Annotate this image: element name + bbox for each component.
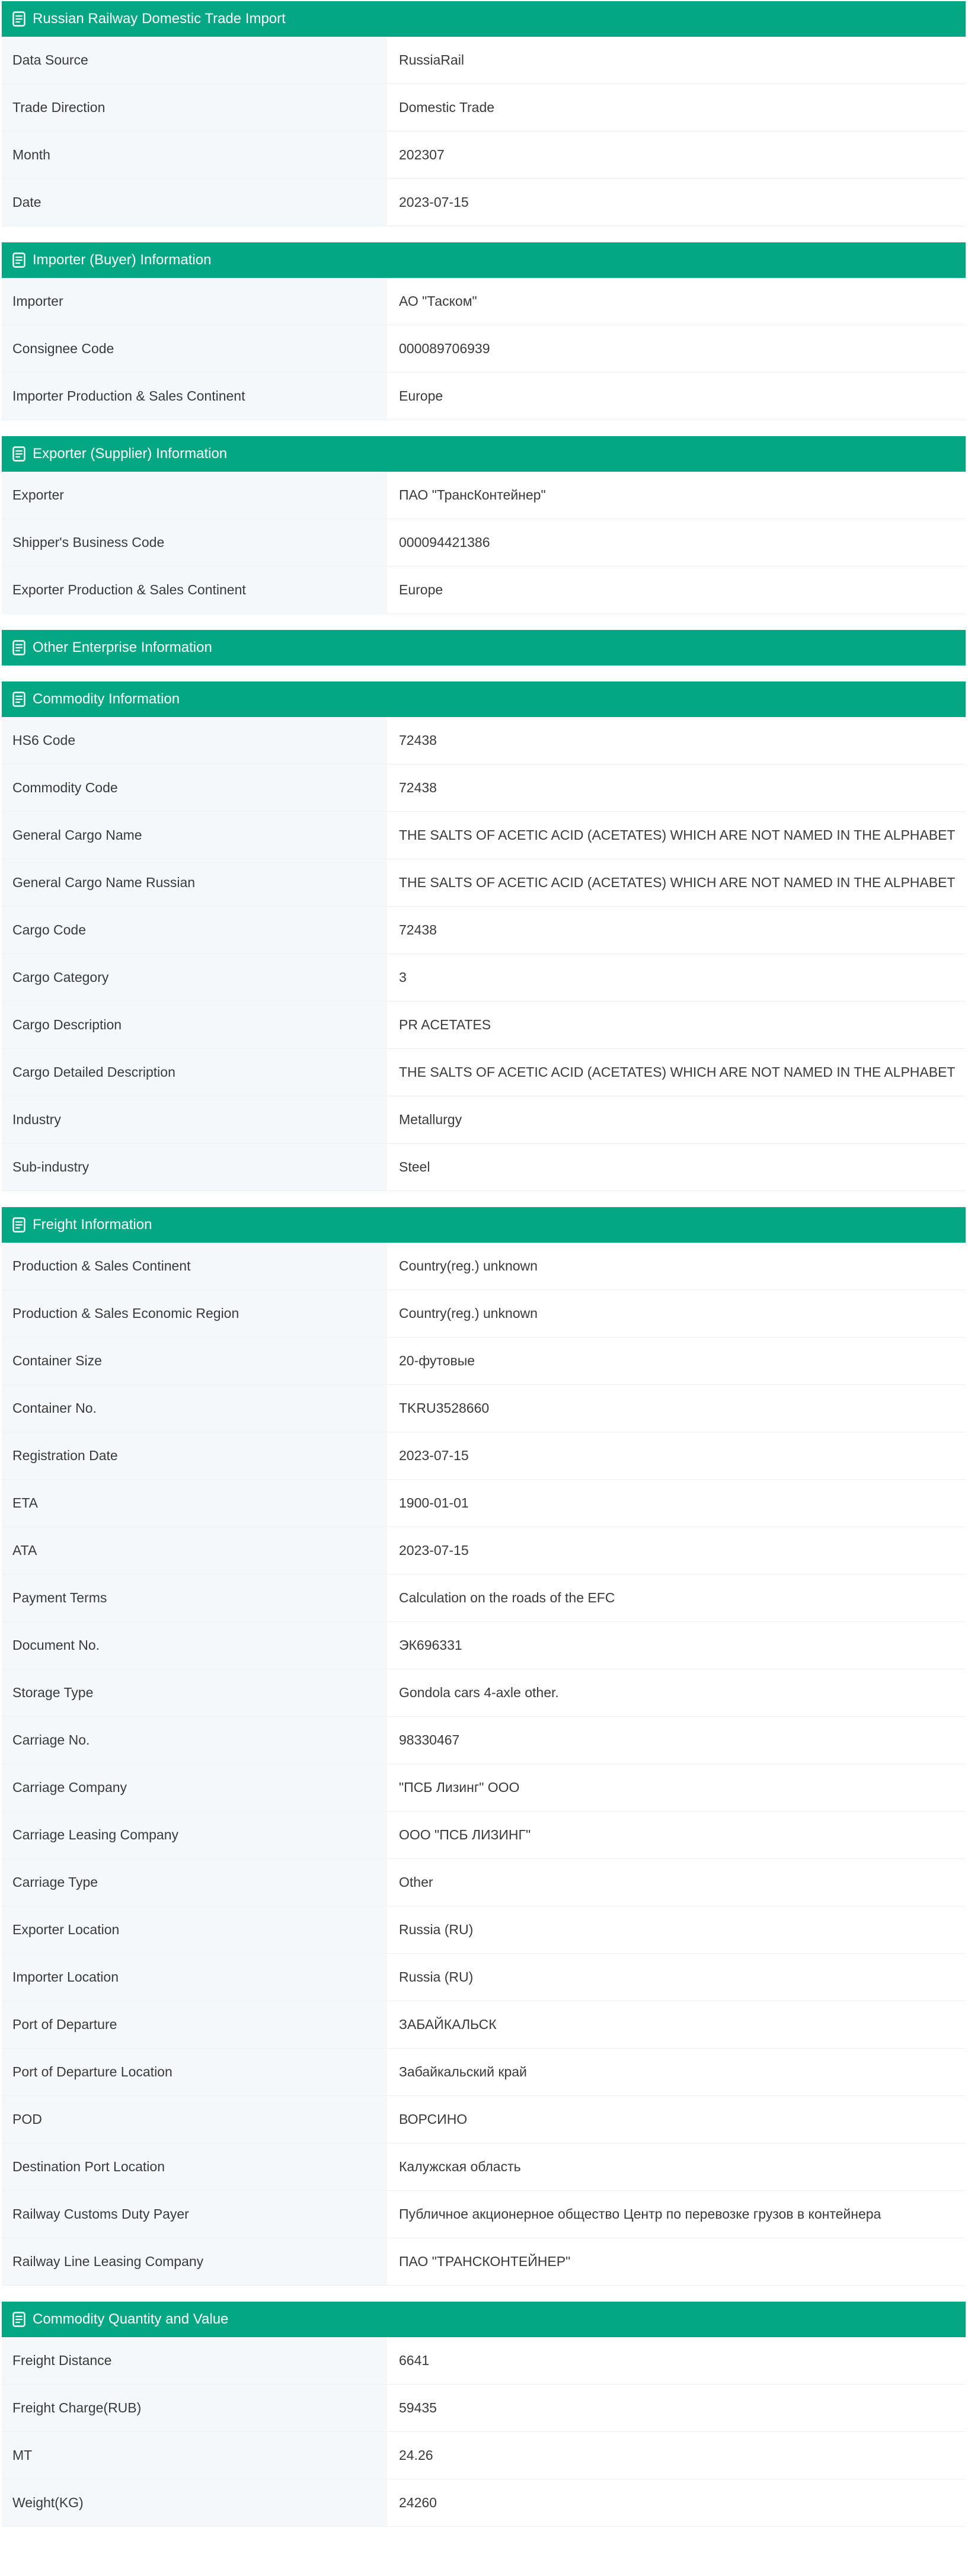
field-value: ВОРСИНО bbox=[387, 2096, 966, 2143]
field-value: Other bbox=[387, 1859, 966, 1906]
field-label: Weight(KG) bbox=[2, 2479, 387, 2526]
table-row bbox=[2, 1669, 966, 1717]
field-label: Cargo Detailed Description bbox=[2, 1049, 387, 1096]
table-row bbox=[2, 1812, 966, 1859]
section-6 bbox=[2, 2302, 966, 2527]
field-value: RussiaRail bbox=[387, 37, 966, 84]
section-header bbox=[2, 681, 966, 717]
document-icon bbox=[12, 692, 25, 707]
field-label: Exporter Location bbox=[2, 1906, 387, 1953]
table-row bbox=[2, 1096, 966, 1144]
table-row bbox=[2, 1144, 966, 1191]
table-row bbox=[2, 278, 966, 325]
field-value: Steel bbox=[387, 1144, 966, 1191]
field-label: Month bbox=[2, 132, 387, 178]
field-value: Domestic Trade bbox=[387, 84, 966, 131]
section-header bbox=[2, 436, 966, 472]
field-label: MT bbox=[2, 2432, 387, 2479]
field-value: 000094421386 bbox=[387, 519, 966, 566]
field-label: Storage Type bbox=[2, 1669, 387, 1716]
field-label: Importer Production & Sales Continent bbox=[2, 373, 387, 420]
document-icon bbox=[12, 446, 25, 462]
field-label: Freight Distance bbox=[2, 2337, 387, 2384]
field-value: Калужская область bbox=[387, 2143, 966, 2190]
table-row bbox=[2, 1243, 966, 1290]
section-header bbox=[2, 1, 966, 37]
field-label: Production & Sales Continent bbox=[2, 1243, 387, 1289]
field-label: Cargo Description bbox=[2, 1001, 387, 1048]
section-header bbox=[2, 1207, 966, 1243]
field-value: ПАО "ТрансКонтейнер" bbox=[387, 472, 966, 519]
table-row bbox=[2, 1049, 966, 1096]
field-value: THE SALTS OF ACETIC ACID (ACETATES) WHICH ARE NOT NAMED IN THE ALPHABET bbox=[387, 1049, 966, 1096]
field-value: Europe bbox=[387, 373, 966, 420]
field-value: 24260 bbox=[387, 2479, 966, 2526]
table-row bbox=[2, 1764, 966, 1812]
field-label: Destination Port Location bbox=[2, 2143, 387, 2190]
field-label: Carriage Leasing Company bbox=[2, 1812, 387, 1858]
field-label: Container No. bbox=[2, 1385, 387, 1432]
table-row bbox=[2, 2191, 966, 2238]
field-label: Exporter bbox=[2, 472, 387, 519]
field-value: PR ACETATES bbox=[387, 1001, 966, 1048]
table-row bbox=[2, 2238, 966, 2286]
field-value: 2023-07-15 bbox=[387, 179, 966, 226]
field-label: Industry bbox=[2, 1096, 387, 1143]
field-label: ETA bbox=[2, 1480, 387, 1527]
field-value: 3 bbox=[387, 954, 966, 1001]
field-label: Importer Location bbox=[2, 1954, 387, 2001]
table-row bbox=[2, 2479, 966, 2527]
section-0 bbox=[2, 1, 966, 226]
field-value: Russia (RU) bbox=[387, 1954, 966, 2001]
field-label: Shipper's Business Code bbox=[2, 519, 387, 566]
field-value: Gondola cars 4-axle other. bbox=[387, 1669, 966, 1716]
section-title: Commodity Information bbox=[33, 691, 180, 707]
field-label: ATA bbox=[2, 1527, 387, 1574]
table-row bbox=[2, 1717, 966, 1764]
field-label: Consignee Code bbox=[2, 325, 387, 372]
field-label: Railway Customs Duty Payer bbox=[2, 2191, 387, 2238]
field-value: 98330467 bbox=[387, 1717, 966, 1764]
section-3 bbox=[2, 630, 966, 665]
table-row bbox=[2, 907, 966, 954]
field-value: 6641 bbox=[387, 2337, 966, 2384]
field-label: Container Size bbox=[2, 1337, 387, 1384]
table-row bbox=[2, 1337, 966, 1385]
document-icon bbox=[12, 2312, 25, 2327]
table-row bbox=[2, 764, 966, 812]
section-1 bbox=[2, 242, 966, 420]
field-label: Importer bbox=[2, 278, 387, 325]
section-title: Freight Information bbox=[33, 1217, 152, 1233]
field-value: "ПСБ Лизинг" ООО bbox=[387, 1764, 966, 1811]
table-row bbox=[2, 2385, 966, 2432]
field-value: 72438 bbox=[387, 764, 966, 811]
field-value: Calculation on the roads of the EFC bbox=[387, 1575, 966, 1621]
table-row bbox=[2, 179, 966, 226]
document-icon bbox=[12, 11, 25, 27]
table-row bbox=[2, 1859, 966, 1906]
field-value: 72438 bbox=[387, 717, 966, 764]
table-row bbox=[2, 1385, 966, 1432]
table-row bbox=[2, 472, 966, 519]
table-row bbox=[2, 1290, 966, 1337]
field-value: Europe bbox=[387, 567, 966, 613]
field-label: General Cargo Name bbox=[2, 812, 387, 859]
field-value: ООО "ПСБ ЛИЗИНГ" bbox=[387, 1812, 966, 1858]
table-row bbox=[2, 1480, 966, 1527]
field-label: Document No. bbox=[2, 1622, 387, 1669]
table-row bbox=[2, 37, 966, 84]
section-header bbox=[2, 2302, 966, 2337]
field-value: TKRU3528660 bbox=[387, 1385, 966, 1432]
field-label: Carriage Company bbox=[2, 1764, 387, 1811]
field-value: Забайкальский край bbox=[387, 2049, 966, 2095]
table-row bbox=[2, 2337, 966, 2385]
field-label: Railway Line Leasing Company bbox=[2, 2238, 387, 2285]
table-row bbox=[2, 1527, 966, 1575]
section-4 bbox=[2, 681, 966, 1191]
field-value: 000089706939 bbox=[387, 325, 966, 372]
table-row bbox=[2, 1622, 966, 1669]
section-header bbox=[2, 630, 966, 665]
table-row bbox=[2, 373, 966, 420]
section-5 bbox=[2, 1207, 966, 2286]
field-label: Production & Sales Economic Region bbox=[2, 1290, 387, 1337]
field-label: Date bbox=[2, 179, 387, 226]
field-value: ПАО "ТРАНСКОНТЕЙНЕР" bbox=[387, 2238, 966, 2285]
section-2 bbox=[2, 436, 966, 614]
table-row bbox=[2, 325, 966, 373]
field-value: 202307 bbox=[387, 132, 966, 178]
field-label: Port of Departure Location bbox=[2, 2049, 387, 2095]
field-label: Cargo Code bbox=[2, 907, 387, 953]
table-row bbox=[2, 84, 966, 132]
field-value: 20-футовые bbox=[387, 1337, 966, 1384]
field-value: Metallurgy bbox=[387, 1096, 966, 1143]
field-value: 2023-07-15 bbox=[387, 1527, 966, 1574]
field-label: HS6 Code bbox=[2, 717, 387, 764]
field-label: POD bbox=[2, 2096, 387, 2143]
table-row bbox=[2, 2432, 966, 2479]
field-label: Registration Date bbox=[2, 1432, 387, 1479]
document-icon bbox=[12, 1217, 25, 1233]
section-title: Russian Railway Domestic Trade Import bbox=[33, 11, 286, 27]
table-row bbox=[2, 1575, 966, 1622]
section-title: Commodity Quantity and Value bbox=[33, 2311, 229, 2327]
field-label: Exporter Production & Sales Continent bbox=[2, 567, 387, 613]
table-row bbox=[2, 1001, 966, 1049]
section-title: Exporter (Supplier) Information bbox=[33, 446, 228, 462]
field-value: 2023-07-15 bbox=[387, 1432, 966, 1479]
table-row bbox=[2, 2096, 966, 2143]
field-value: Публичное акционерное общество Центр по перевозке грузов в контейнера bbox=[387, 2191, 966, 2238]
field-label: Commodity Code bbox=[2, 764, 387, 811]
field-value: 24.26 bbox=[387, 2432, 966, 2479]
field-label: Data Source bbox=[2, 37, 387, 84]
table-row bbox=[2, 2001, 966, 2049]
field-value: Country(reg.) unknown bbox=[387, 1243, 966, 1289]
field-label: Carriage Type bbox=[2, 1859, 387, 1906]
table-row bbox=[2, 1432, 966, 1480]
table-row bbox=[2, 1954, 966, 2001]
field-value: Country(reg.) unknown bbox=[387, 1290, 966, 1337]
table-row bbox=[2, 2143, 966, 2191]
table-row bbox=[2, 717, 966, 764]
table-row bbox=[2, 954, 966, 1001]
field-value: ЗАБАЙКАЛЬСК bbox=[387, 2001, 966, 2048]
table-row bbox=[2, 132, 966, 179]
document-icon bbox=[12, 640, 25, 655]
table-row bbox=[2, 567, 966, 614]
field-value: АО "Таском" bbox=[387, 278, 966, 325]
field-label: Payment Terms bbox=[2, 1575, 387, 1621]
field-label: Freight Charge(RUB) bbox=[2, 2385, 387, 2431]
field-value: Russia (RU) bbox=[387, 1906, 966, 1953]
table-row bbox=[2, 519, 966, 567]
field-value: 1900-01-01 bbox=[387, 1480, 966, 1527]
field-value: 72438 bbox=[387, 907, 966, 953]
field-label: Cargo Category bbox=[2, 954, 387, 1001]
section-title: Other Enterprise Information bbox=[33, 639, 212, 655]
field-label: Sub-industry bbox=[2, 1144, 387, 1191]
field-value: THE SALTS OF ACETIC ACID (ACETATES) WHICH ARE NOT NAMED IN THE ALPHABET bbox=[387, 812, 966, 859]
section-header bbox=[2, 242, 966, 278]
field-label: Trade Direction bbox=[2, 84, 387, 131]
field-label: Port of Departure bbox=[2, 2001, 387, 2048]
table-row bbox=[2, 1906, 966, 1954]
table-row bbox=[2, 812, 966, 859]
field-value: ЭК696331 bbox=[387, 1622, 966, 1669]
section-title: Importer (Buyer) Information bbox=[33, 252, 212, 268]
field-value: THE SALTS OF ACETIC ACID (ACETATES) WHICH ARE NOT NAMED IN THE ALPHABET bbox=[387, 859, 966, 906]
table-row bbox=[2, 859, 966, 907]
table-row bbox=[2, 2049, 966, 2096]
field-value: 59435 bbox=[387, 2385, 966, 2431]
field-label: General Cargo Name Russian bbox=[2, 859, 387, 906]
field-label: Carriage No. bbox=[2, 1717, 387, 1764]
document-icon bbox=[12, 252, 25, 268]
